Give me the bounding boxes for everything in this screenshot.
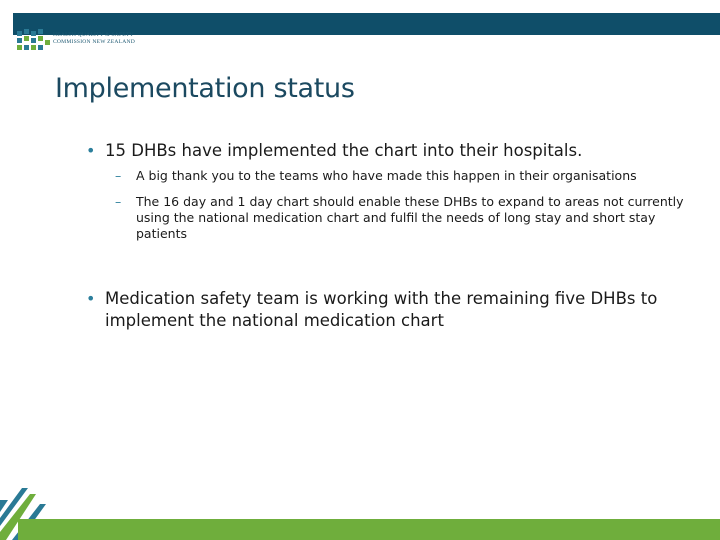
bullet-1-text: 15 DHBs have implemented the chart into their hospitals. — [105, 141, 583, 160]
dash-icon: – — [115, 168, 122, 183]
sub-bullet-2 — [115, 194, 700, 242]
logo-text: HEALTH QUALITY & SAFETY COMMISSION NEW ZEALAND — [53, 32, 135, 45]
dash-icon: – — [115, 194, 122, 209]
bullet-1 — [86, 140, 706, 162]
bullet-dot-icon: • — [86, 289, 96, 308]
bullet-dot-icon: • — [86, 141, 96, 160]
slide-title: Implementation status — [55, 73, 355, 104]
sub-bullet-1 — [115, 168, 700, 184]
footer-bar — [18, 519, 720, 540]
sub-bullet-1-text: A big thank you to the teams who have made this happen in their organisations — [136, 168, 637, 183]
bullet-2-text: Medication safety team is working with the remaining five DHBs to implement the national medication chart — [105, 289, 658, 330]
sub-bullet-2-text: The 16 day and 1 day chart should enable these DHBs to expand to areas not currently using the national medication chart and fulfil the needs of long stay and short stay patients — [136, 194, 684, 241]
bullet-2 — [86, 288, 686, 332]
